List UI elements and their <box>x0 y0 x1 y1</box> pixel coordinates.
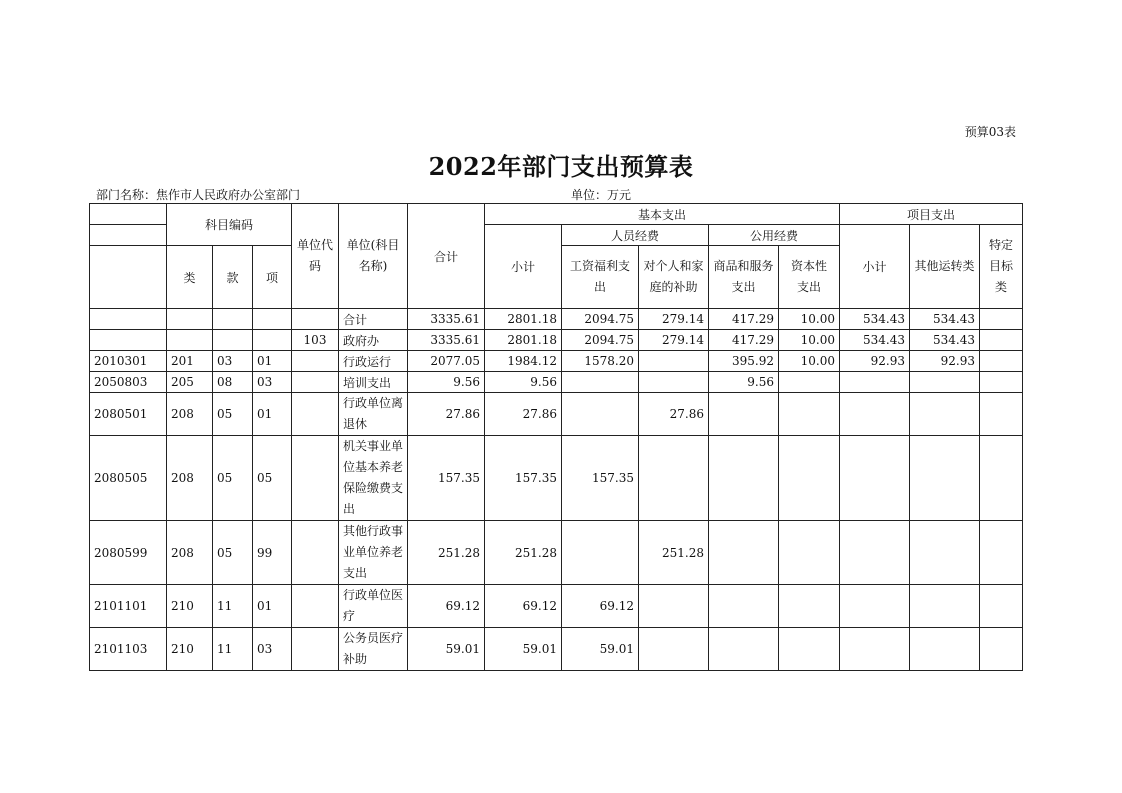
cell-unit-name: 培训支出 <box>339 372 408 393</box>
cell-subsidy: 27.86 <box>639 393 709 436</box>
cell-unit-code <box>292 521 339 585</box>
cell-unit-name: 政府办 <box>339 330 408 351</box>
cell-lei <box>167 330 213 351</box>
cell-capital <box>779 521 840 585</box>
cell-specific <box>980 521 1023 585</box>
cell-other-transfer: 534.43 <box>910 309 980 330</box>
cell-goods <box>709 393 779 436</box>
cell-goods: 395.92 <box>709 351 779 372</box>
cell-subsidy: 279.14 <box>639 309 709 330</box>
cell-subsidy: 279.14 <box>639 330 709 351</box>
cell-kuan <box>213 330 253 351</box>
cell-other-transfer <box>910 628 980 671</box>
cell-goods <box>709 628 779 671</box>
cell-wage <box>562 393 639 436</box>
cell-goods: 417.29 <box>709 330 779 351</box>
header-project-subtotal: 小计 <box>840 225 910 309</box>
unit-label: 单位：万元 <box>571 188 632 202</box>
cell-kuan: 11 <box>213 585 253 628</box>
cell-total: 3335.61 <box>408 309 485 330</box>
cell-goods <box>709 521 779 585</box>
header-goods: 商品和服务支出 <box>709 246 779 309</box>
cell-other-transfer: 534.43 <box>910 330 980 351</box>
table-row <box>90 436 1023 521</box>
cell-basic-subtotal: 1984.12 <box>485 351 562 372</box>
table-row <box>90 585 1023 628</box>
cell-unit-code <box>292 393 339 436</box>
table-body <box>90 309 1023 671</box>
cell-goods <box>709 436 779 521</box>
cell-kuan: 08 <box>213 372 253 393</box>
cell-xiang: 01 <box>253 351 292 372</box>
cell-unit-name: 行政运行 <box>339 351 408 372</box>
cell-code: 2050803 <box>90 372 167 393</box>
cell-unit-code <box>292 372 339 393</box>
cell-code <box>90 330 167 351</box>
cell-subsidy <box>639 585 709 628</box>
cell-project-subtotal <box>840 436 910 521</box>
cell-subsidy <box>639 372 709 393</box>
cell-project-subtotal <box>840 521 910 585</box>
cell-total: 251.28 <box>408 521 485 585</box>
cell-lei: 210 <box>167 585 213 628</box>
header-lei: 类 <box>167 246 213 309</box>
cell-specific <box>980 330 1023 351</box>
cell-goods <box>709 585 779 628</box>
form-number: 预算03表 <box>964 125 1016 139</box>
cell-unit-code <box>292 351 339 372</box>
cell-kuan: 03 <box>213 351 253 372</box>
cell-total: 157.35 <box>408 436 485 521</box>
cell-xiang: 01 <box>253 585 292 628</box>
header-basic-expenditure: 基本支出 <box>485 204 840 225</box>
cell-lei: 208 <box>167 393 213 436</box>
cell-unit-name: 机关事业单位基本养老保险缴费支出 <box>339 436 408 521</box>
cell-xiang: 03 <box>253 628 292 671</box>
cell-total: 3335.61 <box>408 330 485 351</box>
header-other-transfer: 其他运转类 <box>910 225 980 309</box>
cell-capital <box>779 393 840 436</box>
header-subject-code: 科目编码 <box>167 204 292 246</box>
cell-specific <box>980 309 1023 330</box>
table-row <box>90 351 1023 372</box>
cell-specific <box>980 393 1023 436</box>
cell-goods: 417.29 <box>709 309 779 330</box>
cell-unit-name: 公务员医疗补助 <box>339 628 408 671</box>
cell-project-subtotal <box>840 628 910 671</box>
header-basic-subtotal: 小计 <box>485 225 562 309</box>
cell-xiang: 01 <box>253 393 292 436</box>
cell-lei: 205 <box>167 372 213 393</box>
cell-kuan: 05 <box>213 436 253 521</box>
cell-kuan: 05 <box>213 521 253 585</box>
header-personnel: 人员经费 <box>562 225 709 246</box>
cell-unit-name: 行政单位离退休 <box>339 393 408 436</box>
header-subsidy: 对个人和家庭的补助 <box>639 246 709 309</box>
cell-capital <box>779 372 840 393</box>
cell-wage: 59.01 <box>562 628 639 671</box>
cell-project-subtotal <box>840 585 910 628</box>
cell-unit-code <box>292 309 339 330</box>
cell-total: 9.56 <box>408 372 485 393</box>
cell-goods: 9.56 <box>709 372 779 393</box>
cell-kuan: 11 <box>213 628 253 671</box>
cell-wage: 2094.75 <box>562 309 639 330</box>
cell-capital <box>779 585 840 628</box>
cell-basic-subtotal: 9.56 <box>485 372 562 393</box>
cell-unit-name: 其他行政事业单位养老支出 <box>339 521 408 585</box>
department-label: 部门名称：焦作市人民政府办公室部门 <box>96 188 301 202</box>
cell-wage <box>562 372 639 393</box>
header-unit-name: 单位(科目名称) <box>339 204 408 309</box>
cell-xiang: 03 <box>253 372 292 393</box>
page-title: 2022年部门支出预算表 <box>428 152 694 181</box>
header-xiang: 项 <box>253 246 292 309</box>
cell-subsidy <box>639 351 709 372</box>
cell-total: 27.86 <box>408 393 485 436</box>
cell-basic-subtotal: 2801.18 <box>485 330 562 351</box>
cell-lei: 210 <box>167 628 213 671</box>
header-wage: 工资福利支出 <box>562 246 639 309</box>
cell-wage: 1578.20 <box>562 351 639 372</box>
cell-project-subtotal <box>840 372 910 393</box>
cell-code: 2080505 <box>90 436 167 521</box>
cell-lei: 201 <box>167 351 213 372</box>
cell-code: 2101103 <box>90 628 167 671</box>
table-row <box>90 372 1023 393</box>
cell-kuan <box>213 309 253 330</box>
cell-code: 2101101 <box>90 585 167 628</box>
cell-other-transfer <box>910 393 980 436</box>
cell-unit-name: 合计 <box>339 309 408 330</box>
cell-project-subtotal: 534.43 <box>840 309 910 330</box>
cell-wage <box>562 521 639 585</box>
cell-capital: 10.00 <box>779 330 840 351</box>
cell-wage: 2094.75 <box>562 330 639 351</box>
cell-subsidy <box>639 436 709 521</box>
cell-unit-code <box>292 436 339 521</box>
cell-other-transfer <box>910 436 980 521</box>
cell-total: 59.01 <box>408 628 485 671</box>
cell-unit-code <box>292 585 339 628</box>
cell-other-transfer <box>910 521 980 585</box>
cell-project-subtotal: 534.43 <box>840 330 910 351</box>
header-unit-code: 单位代码 <box>292 204 339 309</box>
cell-specific <box>980 436 1023 521</box>
cell-project-subtotal <box>840 393 910 436</box>
cell-specific <box>980 351 1023 372</box>
header-kuan: 款 <box>213 246 253 309</box>
cell-code: 2010301 <box>90 351 167 372</box>
cell-xiang <box>253 309 292 330</box>
cell-xiang: 05 <box>253 436 292 521</box>
cell-other-transfer: 92.93 <box>910 351 980 372</box>
cell-basic-subtotal: 251.28 <box>485 521 562 585</box>
cell-total: 2077.05 <box>408 351 485 372</box>
cell-subsidy: 251.28 <box>639 521 709 585</box>
cell-capital <box>779 628 840 671</box>
cell-code: 2080599 <box>90 521 167 585</box>
cell-unit-code: 103 <box>292 330 339 351</box>
header-project-expenditure: 项目支出 <box>840 204 1023 225</box>
cell-unit-name: 行政单位医疗 <box>339 585 408 628</box>
cell-other-transfer <box>910 585 980 628</box>
cell-basic-subtotal: 59.01 <box>485 628 562 671</box>
cell-xiang <box>253 330 292 351</box>
cell-basic-subtotal: 27.86 <box>485 393 562 436</box>
cell-lei: 208 <box>167 521 213 585</box>
cell-capital: 10.00 <box>779 351 840 372</box>
cell-specific <box>980 628 1023 671</box>
header-total: 合计 <box>408 204 485 309</box>
cell-subsidy <box>639 628 709 671</box>
table-header <box>90 204 1023 309</box>
cell-capital <box>779 436 840 521</box>
cell-lei <box>167 309 213 330</box>
cell-specific <box>980 585 1023 628</box>
cell-project-subtotal: 92.93 <box>840 351 910 372</box>
cell-specific <box>980 372 1023 393</box>
cell-xiang: 99 <box>253 521 292 585</box>
cell-basic-subtotal: 2801.18 <box>485 309 562 330</box>
cell-code <box>90 309 167 330</box>
header-capital: 资本性支出 <box>779 246 840 309</box>
cell-wage: 157.35 <box>562 436 639 521</box>
table-row <box>90 309 1023 330</box>
cell-unit-code <box>292 628 339 671</box>
cell-kuan: 05 <box>213 393 253 436</box>
cell-other-transfer <box>910 372 980 393</box>
cell-basic-subtotal: 157.35 <box>485 436 562 521</box>
budget-table <box>89 203 1023 671</box>
table-row <box>90 330 1023 351</box>
table-row <box>90 628 1023 671</box>
table-row <box>90 393 1023 436</box>
cell-basic-subtotal: 69.12 <box>485 585 562 628</box>
cell-code: 2080501 <box>90 393 167 436</box>
cell-capital: 10.00 <box>779 309 840 330</box>
cell-total: 69.12 <box>408 585 485 628</box>
table-row <box>90 521 1023 585</box>
header-specific: 特定目标类 <box>980 225 1023 309</box>
cell-lei: 208 <box>167 436 213 521</box>
header-public: 公用经费 <box>709 225 840 246</box>
cell-wage: 69.12 <box>562 585 639 628</box>
